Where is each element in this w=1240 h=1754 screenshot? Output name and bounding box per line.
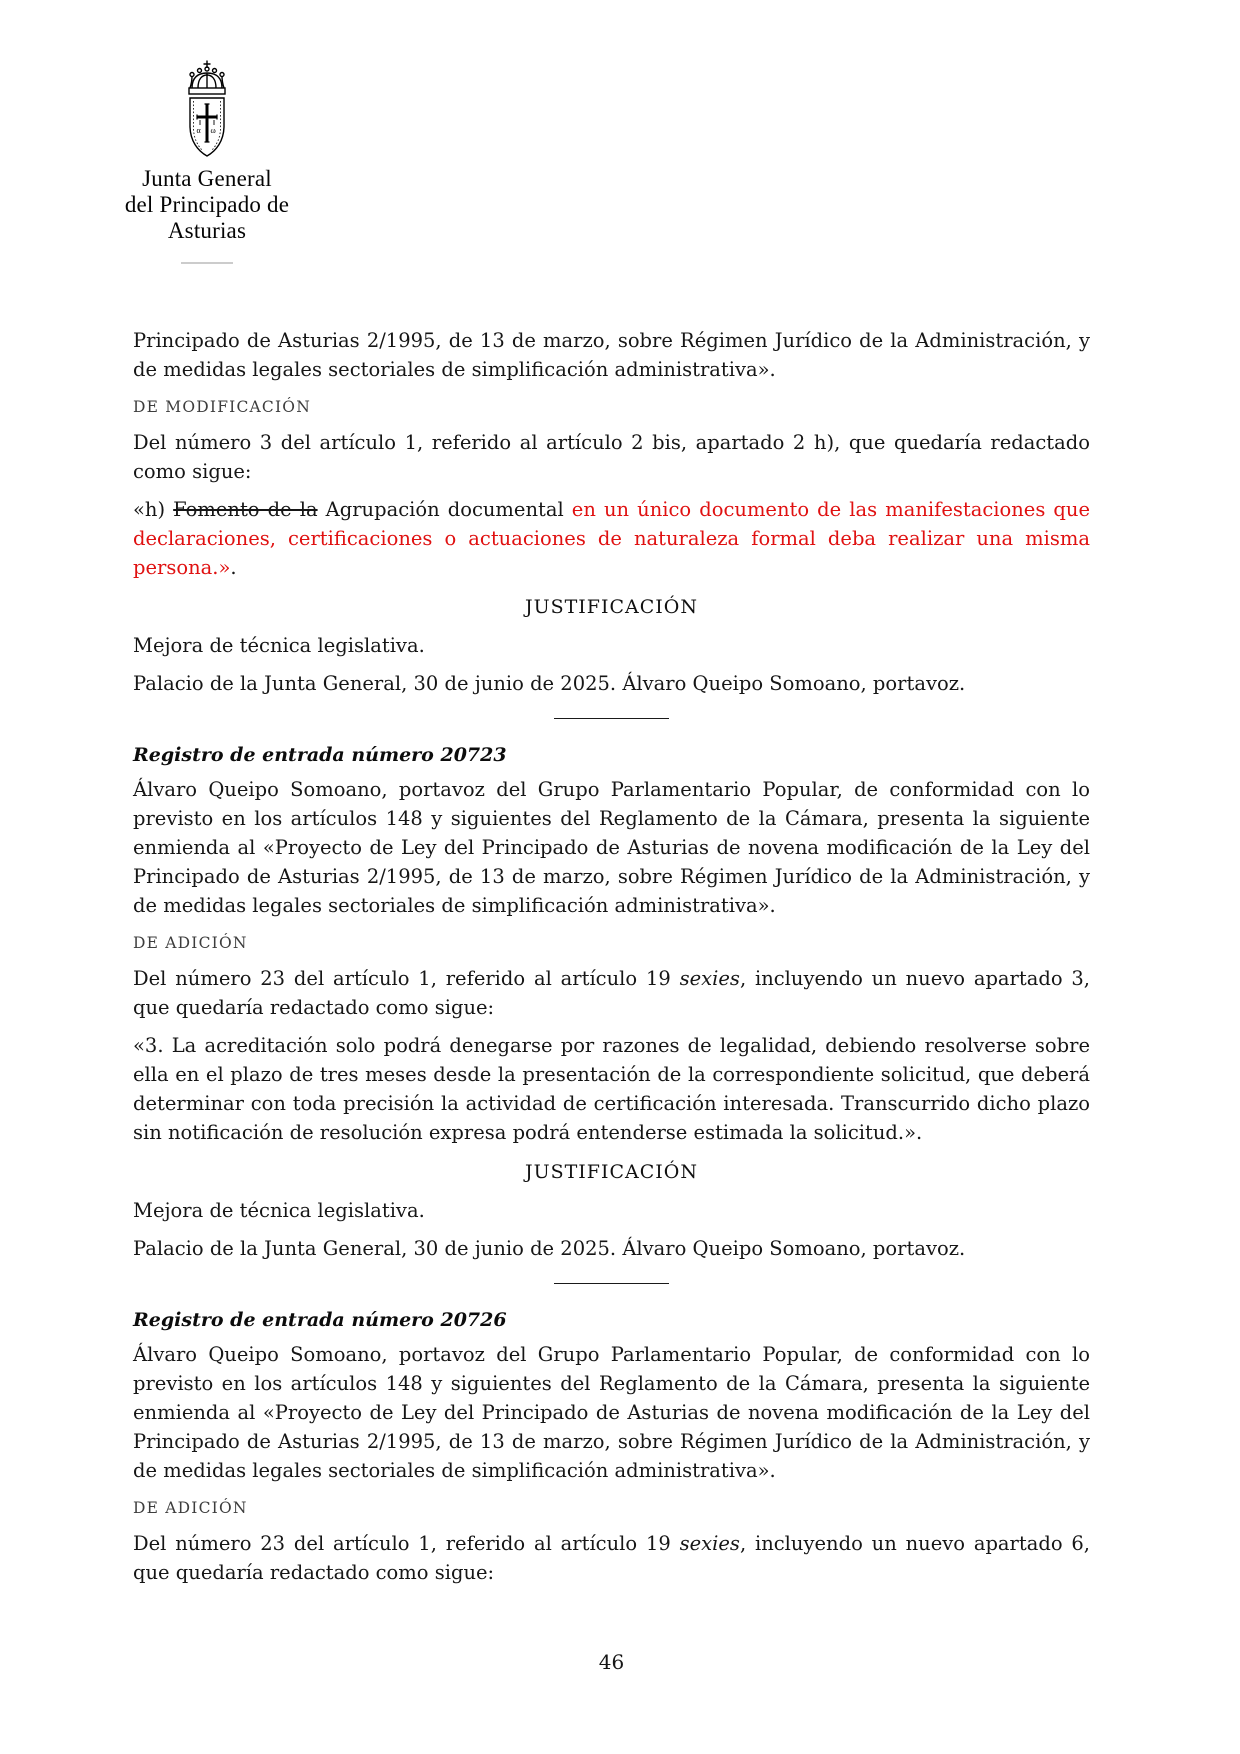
justification-heading: JUSTIFICACIÓN: [524, 596, 698, 618]
svg-text:ω: ω: [210, 126, 216, 135]
signature-line: Palacio de la Junta General, 30 de junio de 2025. Álvaro Queipo Somoano, portavoz.: [133, 1237, 966, 1260]
masthead: [87, 58, 327, 264]
registry-heading-20726: Registro de entrada número 20726: [133, 1309, 507, 1331]
continuation-paragraph: Principado de Asturias 2/1995, de 13 de marzo, sobre Régimen Jurídico de la Administración, y de medidas legales sectoriales de simplificación administrativa».: [133, 329, 1090, 381]
amendment-text-mid: Agrupación documental: [317, 498, 572, 521]
registry-heading-20723: Registro de entrada número 20723: [133, 744, 507, 766]
document-body: [133, 326, 1090, 1596]
amendment-type-label: DE ADICIÓN: [133, 1499, 248, 1517]
justification-heading: JUSTIFICACIÓN: [524, 1161, 698, 1183]
signature-line: Palacio de la Junta General, 30 de junio de 2025. Álvaro Queipo Somoano, portavoz.: [133, 672, 966, 695]
scope-post: , incluyendo un nuevo apartado 6, que quedaría redactado como sigue:: [133, 1532, 1091, 1584]
inserted-text: en un único documento de las manifestaciones que declaraciones, certificaciones o actuaciones de naturaleza formal deba realizar una misma persona.»: [133, 498, 1091, 579]
amendment-scope: [133, 964, 1090, 1022]
header-divider: [181, 262, 233, 264]
org-name: [87, 166, 327, 244]
deleted-text: Fomento de la: [173, 498, 318, 521]
amendment-scope: Del número 3 del artículo 1, referido al artículo 2 bis, apartado 2 h), que quedaría redactado como sigue:: [133, 431, 1090, 483]
amendment-type-label: DE ADICIÓN: [133, 934, 248, 952]
section-divider: [554, 1283, 669, 1284]
page-number: 46: [598, 1650, 625, 1674]
justification-text: Mejora de técnica legislativa.: [133, 634, 425, 657]
amendment-type-label: DE MODIFICACIÓN: [133, 398, 311, 416]
asturias-coat-of-arms-icon: [87, 58, 327, 160]
latin-term: sexies: [679, 967, 740, 990]
org-name-line2: del Principado de Asturias: [124, 192, 290, 243]
scope-post: , incluyendo un nuevo apartado 3, que quedaría redactado como sigue:: [133, 967, 1091, 1019]
amendment-text-tail: .: [230, 556, 237, 579]
amendment-scope: [133, 1529, 1090, 1587]
latin-term: sexies: [679, 1532, 740, 1555]
org-name-line1: Junta General: [142, 166, 272, 191]
section-divider: [554, 718, 669, 719]
scope-pre: Del número 23 del artículo 1, referido al artículo 19: [133, 967, 680, 990]
presentation-paragraph: Álvaro Queipo Somoano, portavoz del Grupo Parlamentario Popular, de conformidad con lo previsto en los artículos 148 y siguientes del Reglamento de la Cámara, presenta la siguiente enmienda al «Proyecto de Ley del Principado de Asturias de novena modificación de la Ley del Principado de Asturias 2/1995, de 13 de marzo, sobre Régimen Jurídico de la Administración, y de medidas legales sectoriales de simplificación administrativa».: [133, 1343, 1090, 1482]
scope-pre: Del número 23 del artículo 1, referido al artículo 19: [133, 1532, 680, 1555]
justification-text: Mejora de técnica legislativa.: [133, 1199, 425, 1222]
amendment-text: «3. La acreditación solo podrá denegarse por razones de legalidad, debiendo resolverse sobre ella en el plazo de tres meses desde la presentación de la correspondiente solicitud, que deberá determinar con toda precisión la actividad de certificación interesada. Transcurrido dicho plazo sin notificación de resolución expresa podrá entenderse estimada la solicitud.».: [133, 1034, 1090, 1144]
amendment-text: [133, 495, 1090, 582]
amendment-text-lead: «h): [133, 498, 174, 521]
svg-text:α: α: [196, 126, 201, 135]
presentation-paragraph: Álvaro Queipo Somoano, portavoz del Grupo Parlamentario Popular, de conformidad con lo previsto en los artículos 148 y siguientes del Reglamento de la Cámara, presenta la siguiente enmienda al «Proyecto de Ley del Principado de Asturias de novena modificación de la Ley del Principado de Asturias 2/1995, de 13 de marzo, sobre Régimen Jurídico de la Administración, y de medidas legales sectoriales de simplificación administrativa».: [133, 778, 1090, 917]
